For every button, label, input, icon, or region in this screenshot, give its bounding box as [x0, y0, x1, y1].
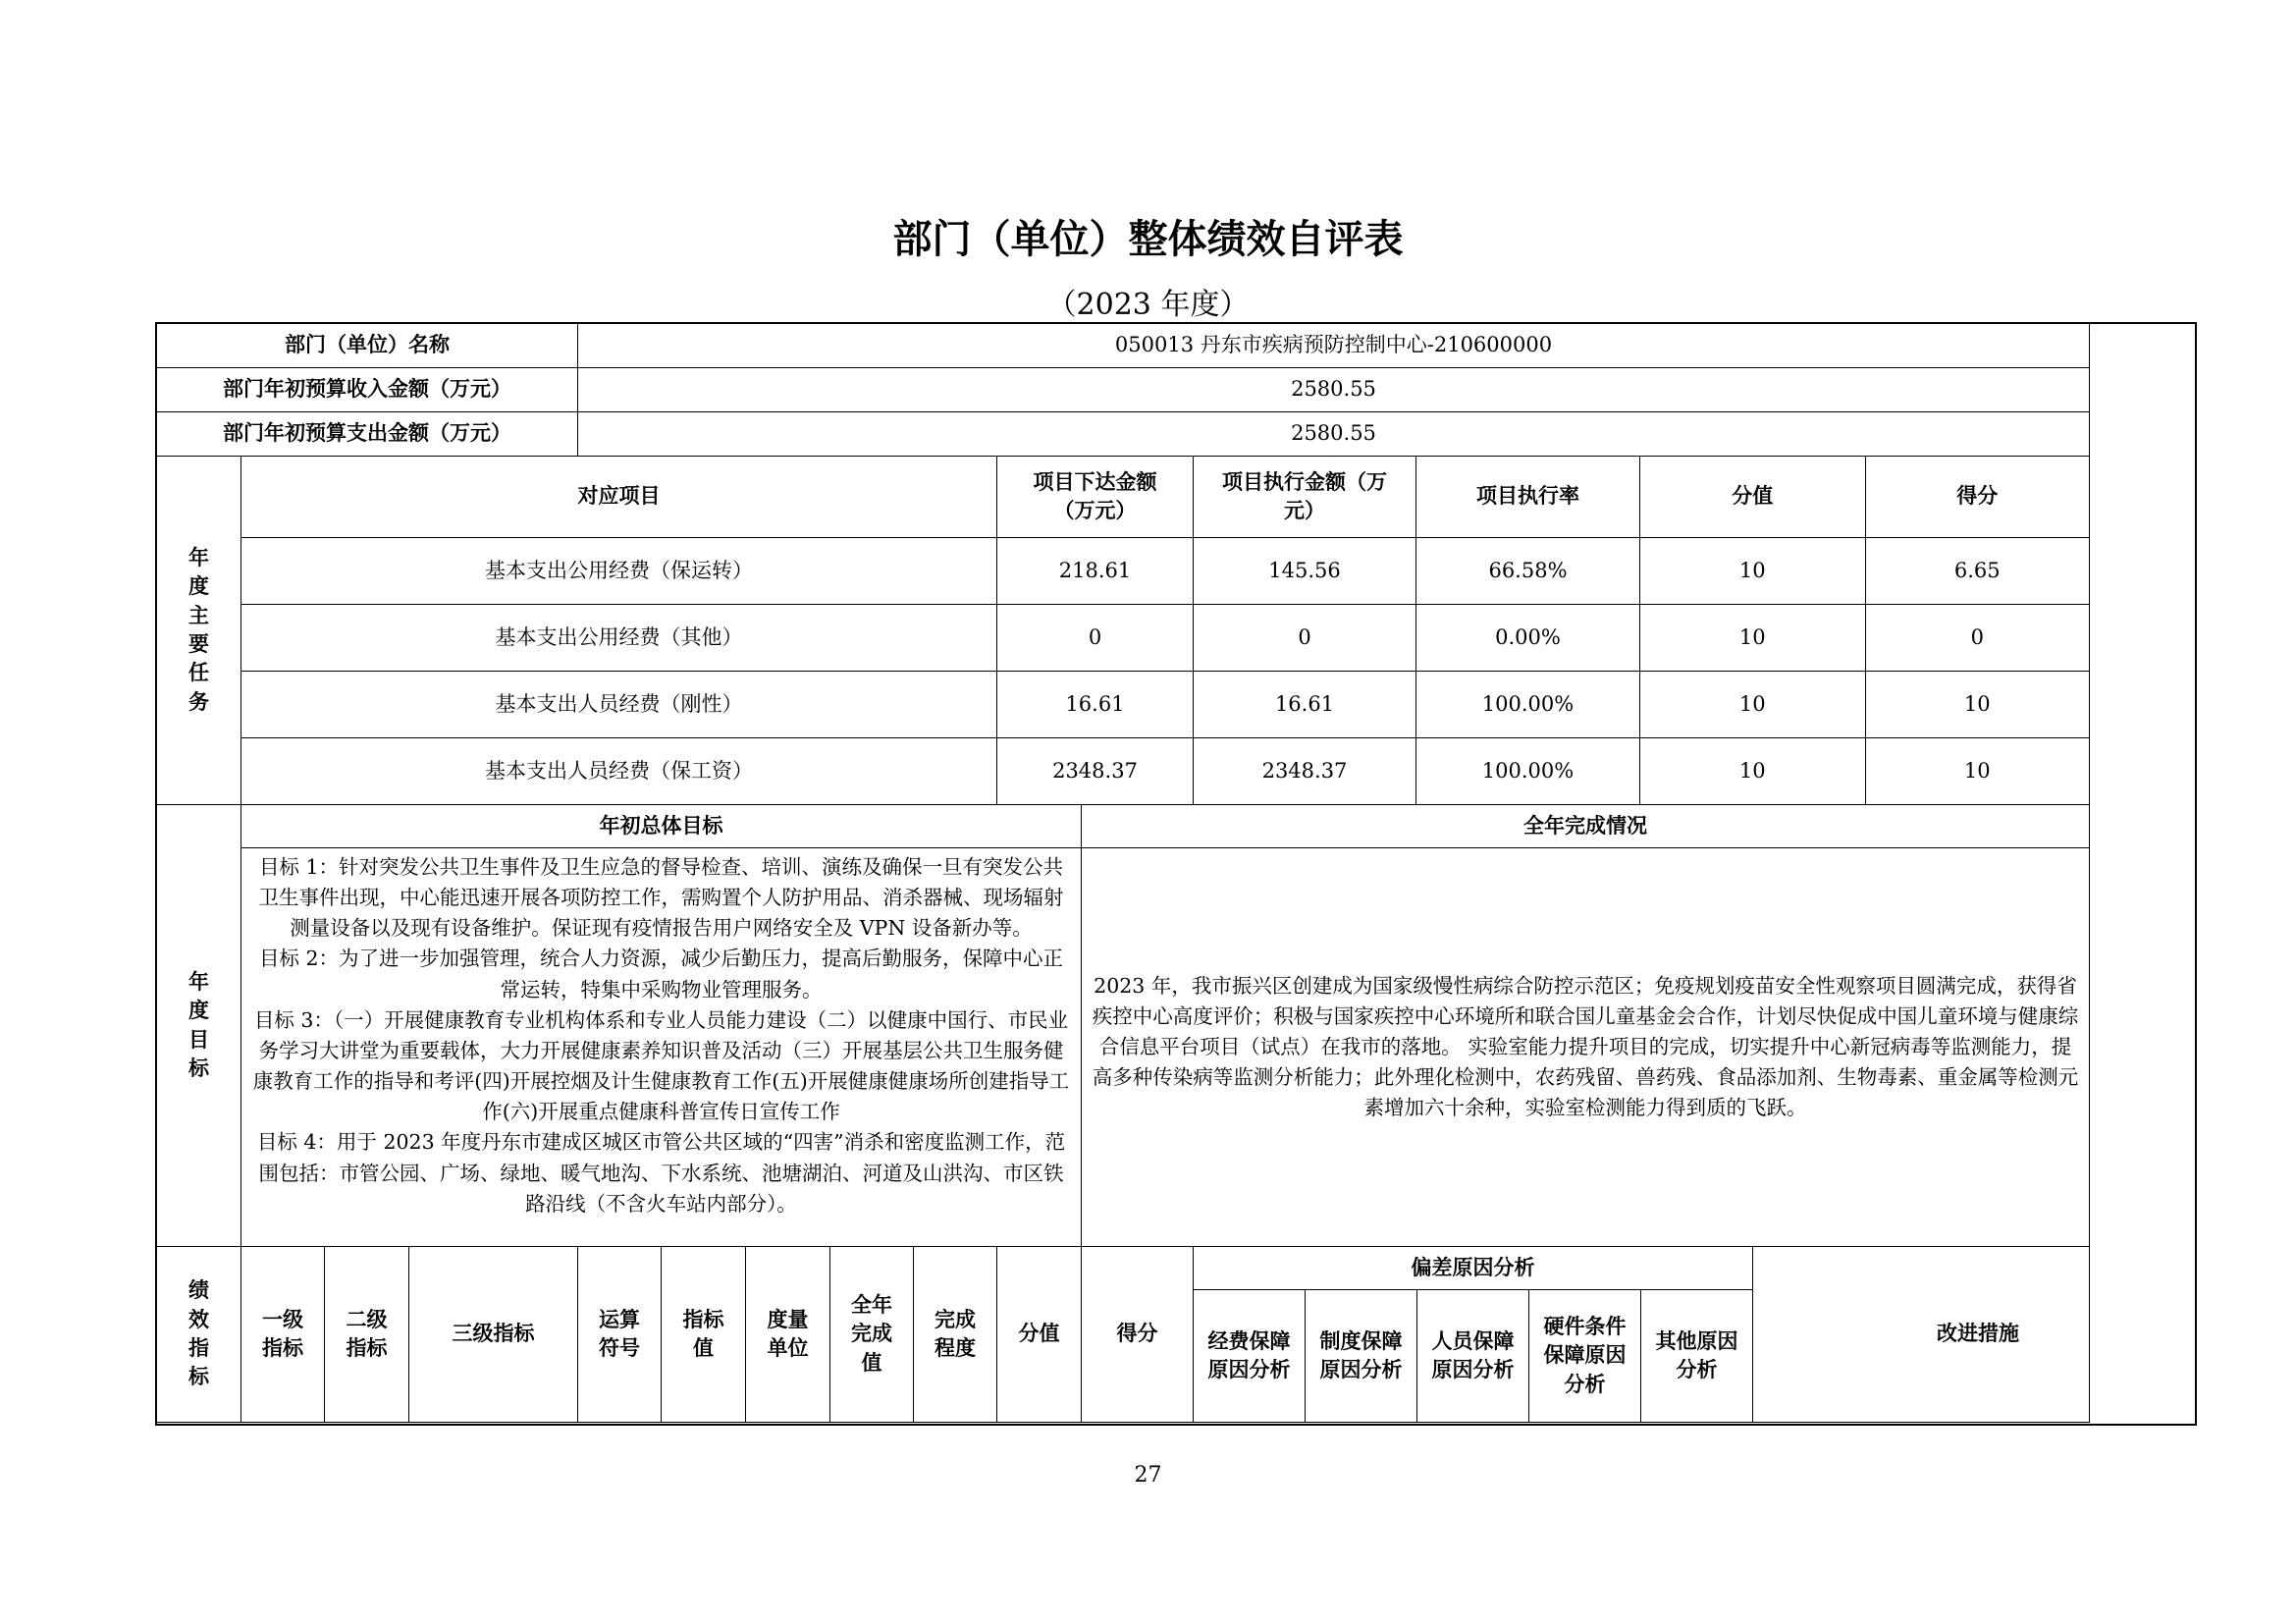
deviation-col-other: 其他原因分析	[1641, 1290, 1753, 1422]
goals-section-label: 年度目标	[157, 805, 241, 1247]
indicators-section-label: 绩效指标	[157, 1247, 241, 1423]
goals-completion-header: 全年完成情况	[1082, 805, 2090, 848]
unit-name-value: 050013 丹东市疾病预防控制中心-210600000	[578, 324, 2090, 368]
deviation-header: 偏差原因分析	[1194, 1247, 1753, 1290]
goals-initial-header: 年初总体目标	[241, 805, 1082, 848]
task-score: 10	[1865, 672, 2090, 737]
task-executed: 145.56	[1194, 538, 1416, 605]
task-allocated: 218.61	[997, 538, 1194, 605]
tasks-col-project: 对应项目	[241, 457, 997, 538]
task-score-value: 10	[1738, 758, 1766, 783]
task-allocated: 16.61	[997, 672, 1194, 738]
goals-completion-text: 2023 年，我市振兴区创建成为国家级慢性病综合防控示范区；免疫规划疫苗安全性观察项目圆满完成，获得省疾控中心高度评价；积极与国家疾控中心环境所和联合国儿童基金会合作，计划尽快促成中国儿童环境与健康综合信息平台项目（试点）在我市的落地。 实验室能力提升项目的完成，切实提升中心新冠病毒等监测能力，提高多种传染病等监测分析能力；此外理化检测中，农药残留、兽药残、食品添加剂、生物毒素、重金属等检测元素增加六十余种，实验室检测能力得到质的飞跃。	[1082, 848, 2090, 1247]
task-score-value: 10	[1738, 558, 1766, 582]
expense-label: 部门年初预算支出金额（万元）	[157, 412, 578, 457]
deviation-col-funding: 经费保障原因分析	[1194, 1290, 1306, 1422]
deviation-col-staff: 人员保障原因分析	[1417, 1290, 1529, 1422]
goal-item: 目标 2：为了进一步加强管理，统合人力资源，减少后勤压力，提高后勤服务，保障中心正常运转，特集中采购物业管理服务。	[258, 947, 1064, 1001]
indicator-col-level2: 二级指标	[325, 1247, 409, 1423]
task-scores	[1640, 605, 2090, 672]
task-rate: 100.00%	[1416, 672, 1640, 738]
performance-table	[155, 322, 2197, 1426]
goal-item: 目标 1：针对突发公共卫生事件及卫生应急的督导检查、培训、演练及确保一旦有突发公共卫生事件出现，中心能迅速开展各项防控工作，需购置个人防护用品、消杀器械、现场辐射测量设备以及现有设备维护。保证现有疫情报告用户网络安全及 VPN 设备新办等。	[258, 855, 1064, 941]
unit-name-label: 部门（单位）名称	[157, 324, 578, 368]
tasks-col-scores	[1640, 457, 2090, 538]
task-allocated: 2348.37	[997, 738, 1194, 805]
task-executed: 16.61	[1194, 672, 1416, 738]
deviation-col-hardware: 硬件条件保障原因分析	[1529, 1290, 1641, 1422]
tasks-col-score: 得分	[1865, 457, 2090, 537]
task-allocated: 0	[997, 605, 1194, 672]
expense-value: 2580.55	[578, 412, 2090, 457]
page-title: 部门（单位）整体绩效自评表	[892, 217, 1404, 262]
indicator-col-degree: 完成程度	[914, 1247, 997, 1423]
indicator-col-improvement: 改进措施	[1937, 1322, 2019, 1346]
task-executed: 0	[1194, 605, 1416, 672]
task-scores	[1640, 538, 2090, 605]
task-score-value: 10	[1738, 624, 1766, 649]
indicator-col-operator: 运算符号	[578, 1247, 662, 1423]
task-project: 基本支出公用经费（其他）	[241, 605, 997, 672]
task-project: 基本支出人员经费（保工资）	[241, 738, 997, 805]
task-score: 6.65	[1865, 538, 2090, 604]
tasks-col-executed: 项目执行金额（万元）	[1194, 457, 1416, 538]
indicator-col-level1: 一级指标	[241, 1247, 325, 1423]
indicator-col-score: 得分	[1082, 1247, 1194, 1423]
deviation-col-system: 制度保障原因分析	[1306, 1290, 1417, 1422]
indicator-col-unit: 度量单位	[746, 1247, 830, 1423]
task-project: 基本支出人员经费（刚性）	[241, 672, 997, 738]
indicator-col-index-value: 指标值	[662, 1247, 746, 1423]
income-value: 2580.55	[578, 368, 2090, 412]
tasks-col-score-value: 分值	[1732, 484, 1774, 509]
indicator-col-actual: 全年完成值	[830, 1247, 914, 1423]
tasks-section-label: 年度主要任务	[157, 457, 241, 805]
page-subtitle: （2023 年度）	[1046, 288, 1250, 322]
indicator-col-score-value: 分值	[997, 1247, 1082, 1423]
task-rate: 0.00%	[1416, 605, 1640, 672]
indicator-col-level3: 三级指标	[409, 1247, 578, 1423]
page-number: 27	[1134, 1463, 1162, 1488]
task-executed: 2348.37	[1194, 738, 1416, 805]
goals-initial-text	[241, 848, 1082, 1247]
task-score: 10	[1865, 738, 2090, 804]
goal-item: 目标 4：用于 2023 年度丹东市建成区城区市管公共区域的“四害”消杀和密度监测工作，范围包括：市管公园、广场、绿地、暖气地沟、下水系统、池塘湖泊、河道及山洪沟、市区铁路沿线（不含火车站内部分）。	[256, 1130, 1066, 1216]
income-label: 部门年初预算收入金额（万元）	[157, 368, 578, 412]
tasks-col-rate: 项目执行率	[1416, 457, 1640, 538]
goal-item: 目标 3：（一）开展健康教育专业机构体系和专业人员能力建设（二）以健康中国行、市民业务学习大讲堂为重要载体，大力开展健康素养知识普及活动（三）开展基层公共卫生服务健康教育工作的指导和考评(四)开展控烟及计生健康教育工作(五)开展健康健康场所创建指导工作(六)开展重点健康科普宣传日宣传工作	[252, 1007, 1070, 1124]
task-scores	[1640, 738, 2090, 805]
task-score: 0	[1865, 605, 2090, 671]
tasks-col-allocated: 项目下达金额（万元）	[997, 457, 1194, 538]
task-score-value: 10	[1738, 691, 1766, 716]
task-rate: 66.58%	[1416, 538, 1640, 605]
task-project: 基本支出公用经费（保运转）	[241, 538, 997, 605]
task-rate: 100.00%	[1416, 738, 1640, 805]
task-scores	[1640, 672, 2090, 738]
deviation-group	[1194, 1247, 2090, 1423]
